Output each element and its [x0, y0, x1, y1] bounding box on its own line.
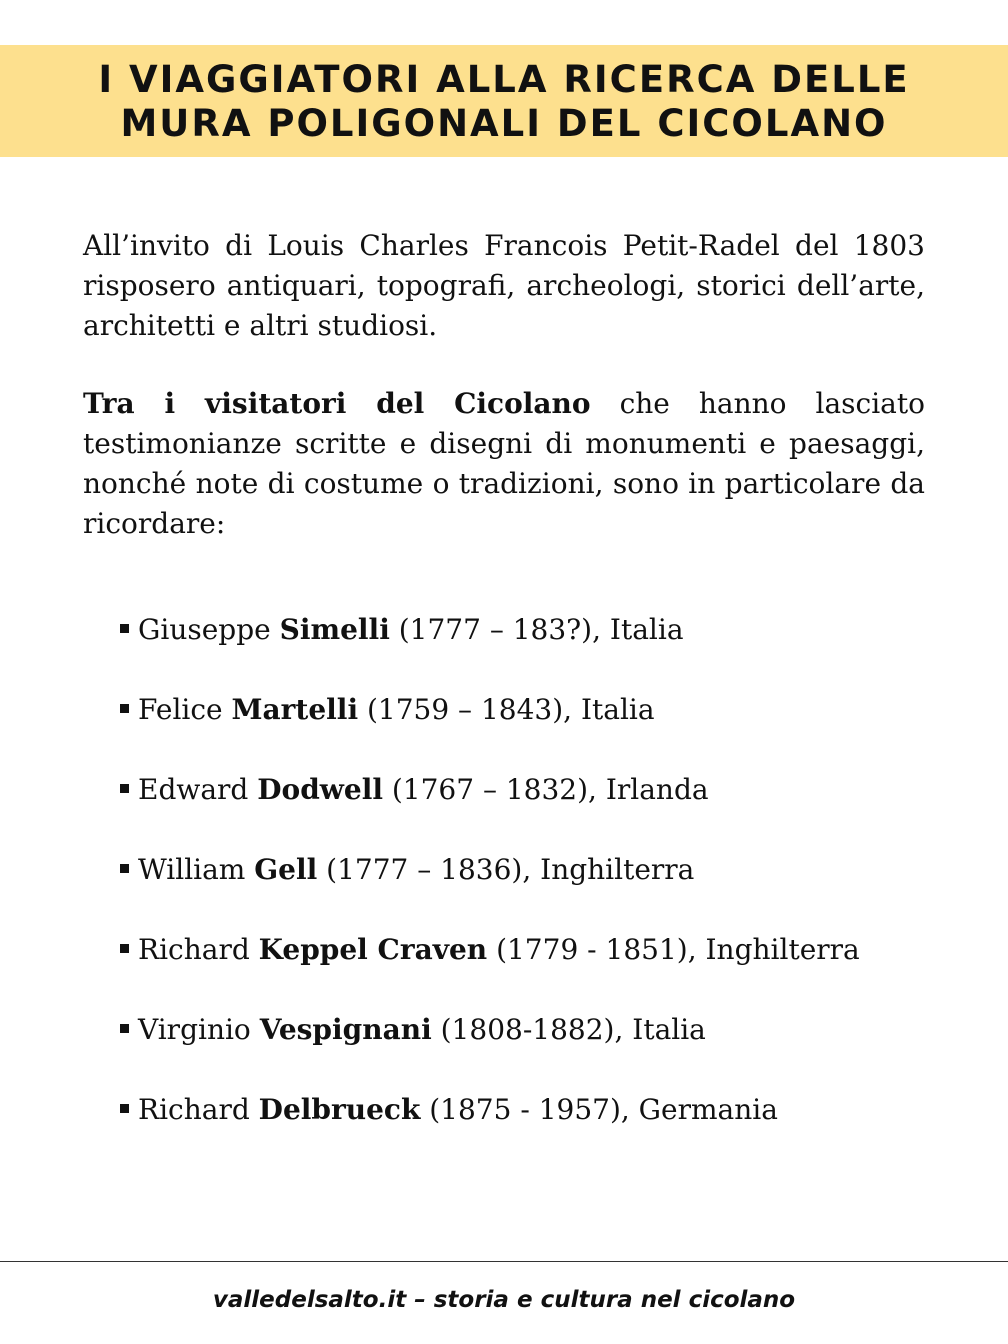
list-item: [120, 610, 860, 690]
travelers-list: [120, 610, 860, 1170]
traveler-first-name: Felice: [138, 693, 232, 726]
traveler-first-name: Richard: [138, 933, 259, 966]
traveler-details: (1759 – 1843), Italia: [358, 693, 655, 726]
traveler-details: (1779 - 1851), Inghilterra: [487, 933, 860, 966]
list-item: [120, 930, 860, 1010]
list-item: [120, 850, 860, 930]
traveler-surname: Dodwell: [257, 773, 383, 806]
traveler-surname: Delbrueck: [258, 1093, 421, 1126]
traveler-surname: Keppel Craven: [258, 933, 488, 966]
intro-paragraph: All’invito di Louis Charles Francois Petit-Radel del 1803 risposero antiquari, topografi, archeologi, storici dell’arte, architetti e altri studiosi.: [83, 229, 925, 342]
square-bullet-icon: [120, 1104, 129, 1113]
list-item: [120, 690, 860, 770]
square-bullet-icon: [120, 864, 129, 873]
page-title-line-2: MURA POLIGONALI DEL CICOLANO: [120, 102, 888, 145]
traveler-first-name: William: [138, 853, 255, 886]
square-bullet-icon: [120, 944, 129, 953]
traveler-details: (1777 – 1836), Inghilterra: [317, 853, 695, 886]
list-item: [120, 1010, 860, 1090]
traveler-details: (1767 – 1832), Irlanda: [382, 773, 709, 806]
list-item: [120, 770, 860, 850]
visitors-paragraph: [83, 384, 925, 544]
square-bullet-icon: [120, 1024, 129, 1033]
traveler-surname: Simelli: [279, 613, 390, 646]
square-bullet-icon: [120, 784, 129, 793]
traveler-details: (1875 - 1957), Germania: [420, 1093, 778, 1126]
traveler-first-name: Edward: [138, 773, 258, 806]
footer-credit: valledelsalto.it – storia e cultura nel cicolano: [212, 1287, 796, 1313]
square-bullet-icon: [120, 704, 129, 713]
visitors-paragraph-lead: Tra i visitatori del Cicolano: [83, 387, 591, 420]
traveler-first-name: Giuseppe: [138, 613, 280, 646]
traveler-surname: Vespignani: [259, 1013, 432, 1046]
traveler-surname: Martelli: [231, 693, 359, 726]
traveler-details: (1808-1882), Italia: [431, 1013, 706, 1046]
traveler-details: (1777 – 183?), Italia: [389, 613, 684, 646]
square-bullet-icon: [120, 624, 129, 633]
traveler-surname: Gell: [254, 853, 318, 886]
traveler-first-name: Virginio: [138, 1013, 260, 1046]
page-title-line-1: I VIAGGIATORI ALLA RICERCA DELLE: [98, 58, 910, 101]
list-item: [120, 1090, 860, 1170]
visitors-paragraph-rest: che hanno lasciato testimonianze scritte e disegni di monumenti e paesaggi, nonché note di costume o tradizioni, sono in particolare da ricordare:: [83, 387, 925, 540]
footer-divider: [0, 1261, 1008, 1262]
traveler-first-name: Richard: [138, 1093, 259, 1126]
